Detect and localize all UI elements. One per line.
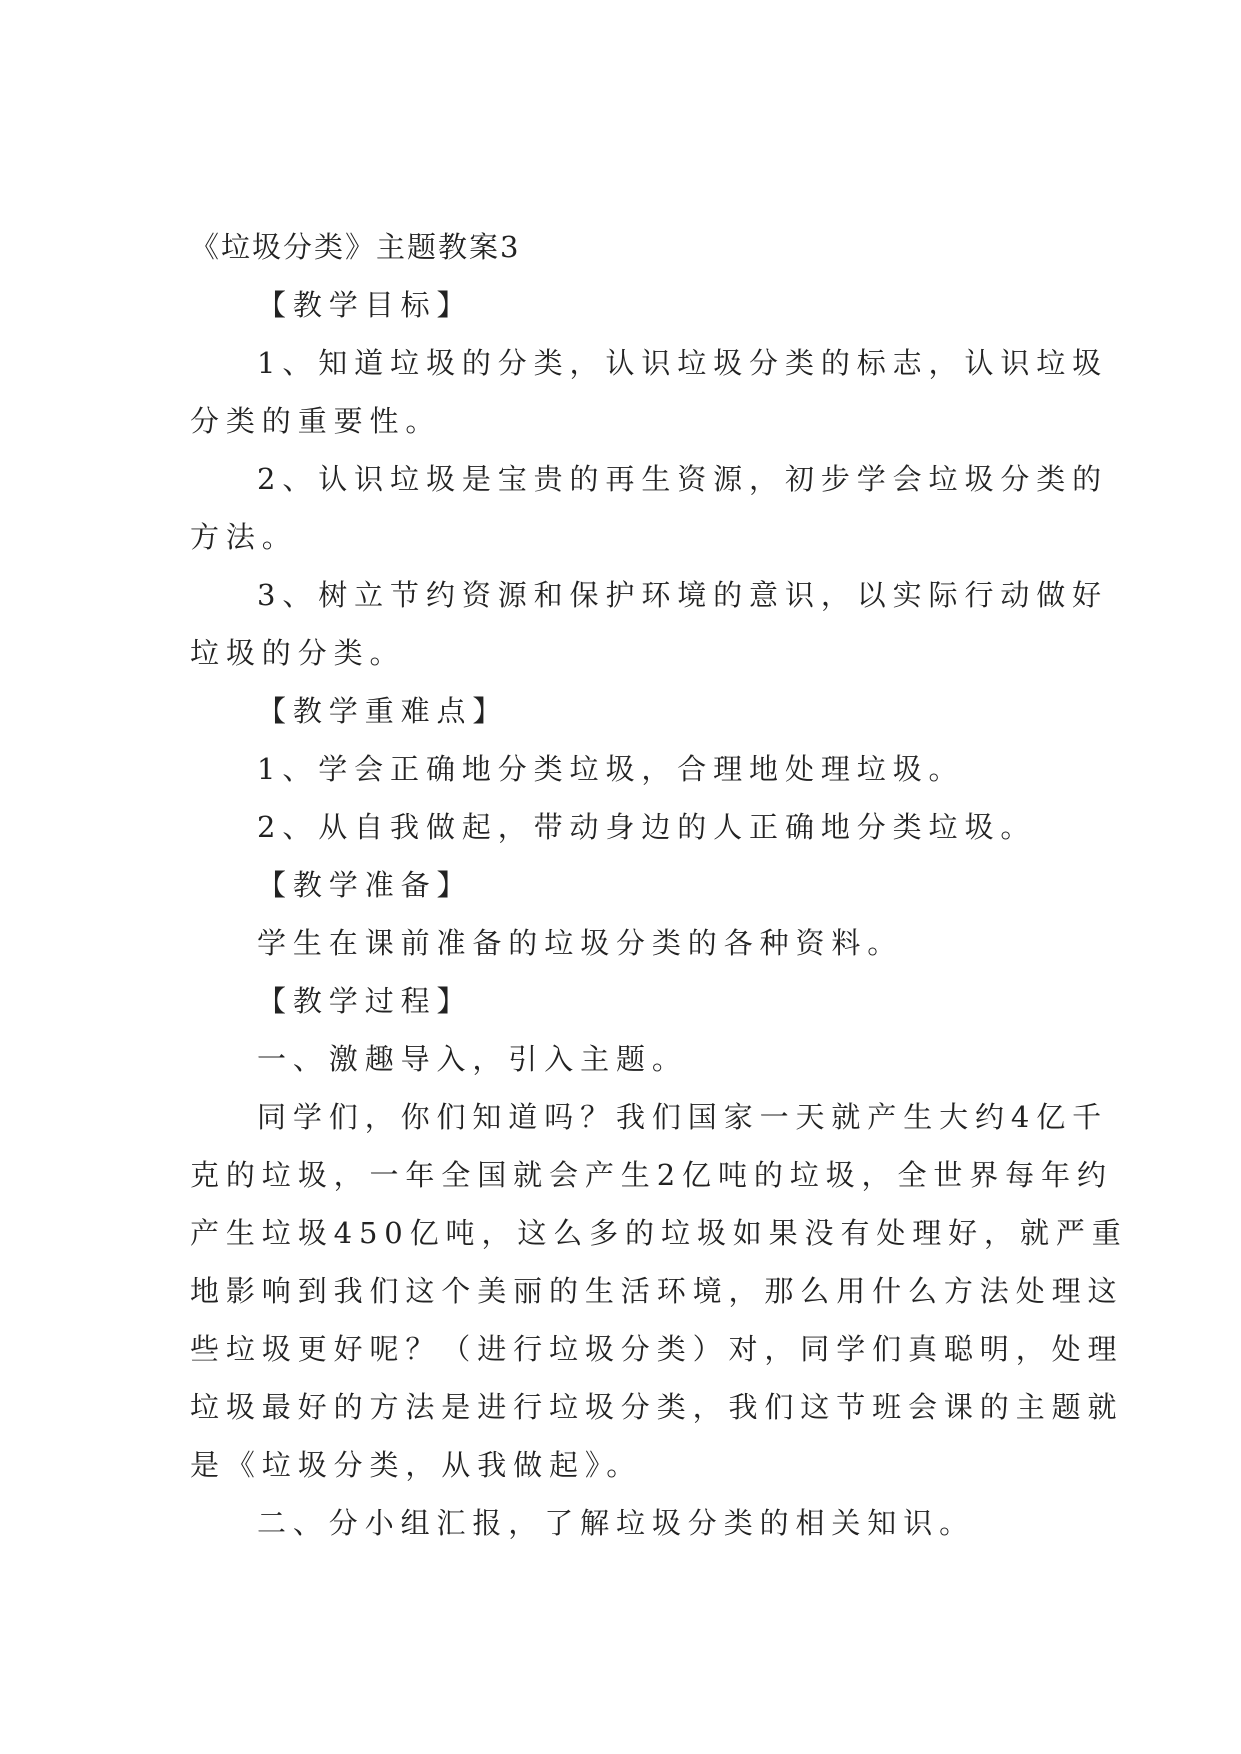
paragraph-line: 【教学目标】 <box>257 288 473 322</box>
paragraph-line: 1、学会正确地分类垃圾，合理地处理垃圾。 <box>257 752 965 786</box>
document-page <box>190 218 1128 1552</box>
document-body <box>190 276 1128 1552</box>
paragraph-line: 【教学过程】 <box>257 984 473 1018</box>
paragraph-line: 地影响到我们这个美丽的生活环境，那么用什么方法处理这 <box>190 1274 1124 1308</box>
paragraph-line: 垃圾的分类。 <box>190 636 406 670</box>
paragraph-line: 分类的重要性。 <box>190 404 442 438</box>
paragraph-line: 1、知道垃圾的分类，认识垃圾分类的标志，认识垃圾 <box>257 346 1109 380</box>
document-title: 《垃圾分类》主题教案3 <box>190 230 521 264</box>
paragraph-line: 学生在课前准备的垃圾分类的各种资料。 <box>257 926 904 960</box>
paragraph-line: 垃圾最好的方法是进行垃圾分类，我们这节班会课的主题就 <box>190 1390 1124 1424</box>
paragraph-line: 【教学重难点】 <box>257 694 509 728</box>
paragraph-line: 同学们，你们知道吗？我们国家一天就产生大约4亿千 <box>257 1100 1109 1134</box>
paragraph-line: 3、树立节约资源和保护环境的意识，以实际行动做好 <box>257 578 1109 612</box>
paragraph-line: 一、激趣导入，引入主题。 <box>257 1042 688 1076</box>
paragraph-line: 方法。 <box>190 520 298 554</box>
paragraph-line: 2、认识垃圾是宝贵的再生资源，初步学会垃圾分类的 <box>257 462 1109 496</box>
paragraph-line: 是《垃圾分类，从我做起》。 <box>190 1448 643 1482</box>
paragraph-line: 些垃圾更好呢？（进行垃圾分类）对，同学们真聪明，处理 <box>190 1332 1124 1366</box>
paragraph-line: 二、分小组汇报，了解垃圾分类的相关知识。 <box>257 1506 976 1540</box>
paragraph-line: 2、从自我做起，带动身边的人正确地分类垃圾。 <box>257 810 1037 844</box>
paragraph-line: 产生垃圾450亿吨，这么多的垃圾如果没有处理好，就严重 <box>190 1216 1128 1250</box>
paragraph-line: 【教学准备】 <box>257 868 473 902</box>
paragraph-line: 克的垃圾，一年全国就会产生2亿吨的垃圾，全世界每年约 <box>190 1158 1113 1192</box>
